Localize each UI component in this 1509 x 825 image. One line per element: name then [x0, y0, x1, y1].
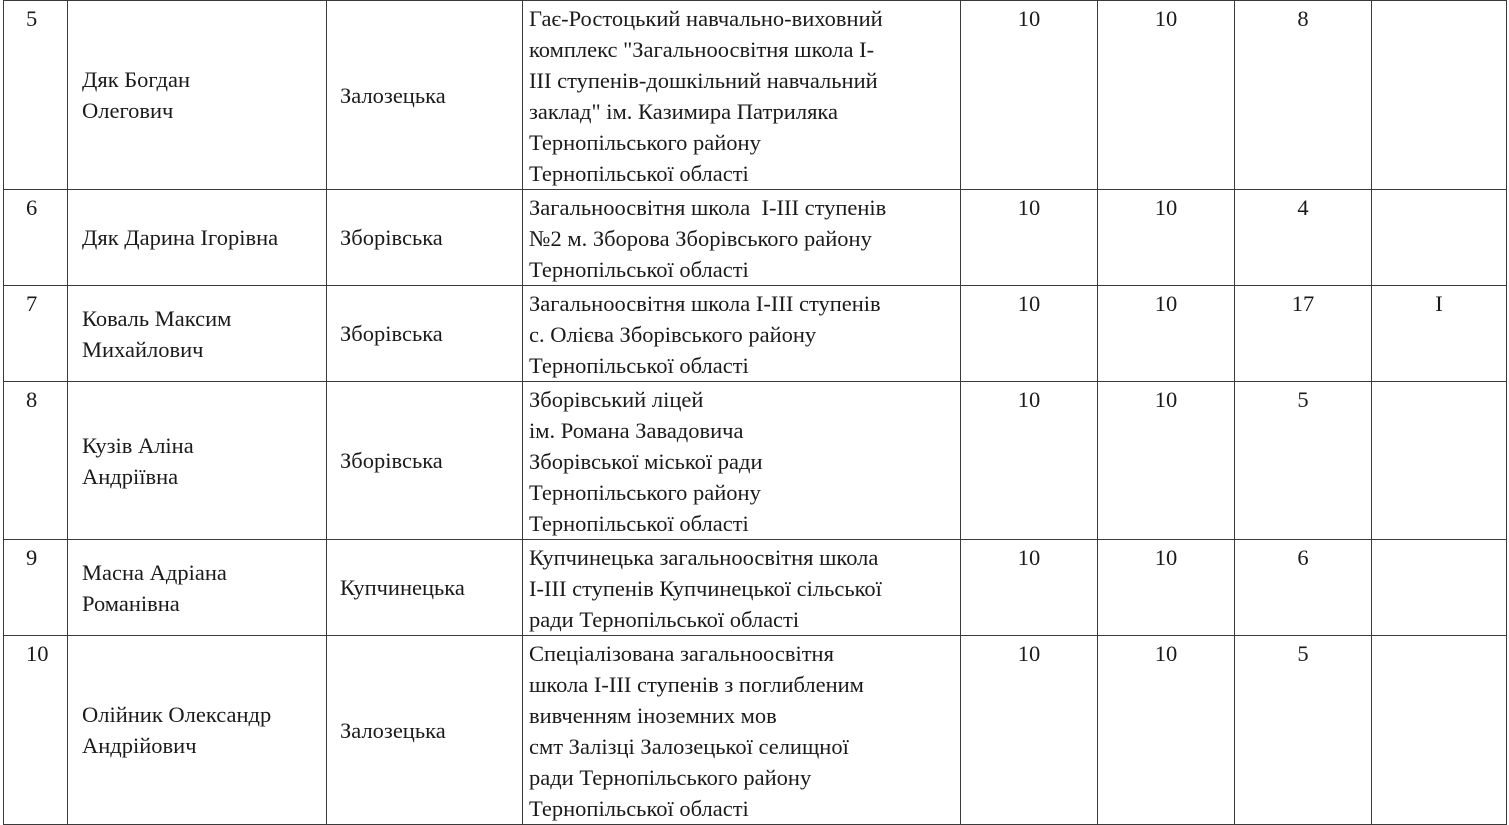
place-cell [1372, 1, 1507, 190]
score-1: 10 [961, 190, 1098, 286]
school-line: Гає-Ростоцький навчально-виховний [529, 6, 883, 31]
school-line: ім. Романа Завадовича [529, 418, 744, 443]
community-name: Зборівська [327, 190, 523, 286]
score-3: 17 [1235, 286, 1372, 382]
score-2: 10 [1098, 190, 1235, 286]
school-line: школа І-ІІІ ступенів з поглибленим [529, 672, 864, 697]
participant-name [68, 382, 327, 540]
name-line: Масна Адріана [82, 559, 227, 585]
school-line: Тернопільської області [529, 353, 749, 378]
participant-name [68, 1, 327, 190]
place-cell [1372, 636, 1507, 825]
name-line: Кузів Аліна [82, 432, 194, 458]
name-line: Дяк Дарина Ігорівна [82, 225, 279, 250]
name-line: Андріївна [82, 463, 179, 489]
community-name: Купчинецька [327, 540, 523, 636]
score-3: 8 [1235, 1, 1372, 190]
community-name: Залозецька [327, 1, 523, 190]
community-name: Зборівська [327, 382, 523, 540]
participant-name [68, 540, 327, 636]
score-1: 10 [961, 1, 1098, 190]
school-line: ради Тернопільського району [529, 765, 812, 790]
school-line: Спеціалізована загальноосвітня [529, 641, 834, 666]
name-line: Андрійович [82, 733, 197, 758]
school-line: Загальноосвітня школа І-ІІІ ступенів [529, 291, 881, 316]
community-name: Зборівська [327, 286, 523, 382]
table-row [4, 382, 1507, 540]
school-line: заклад" ім. Казимира Патриляка [529, 99, 838, 124]
school-line: с. Олієва Зборівського району [529, 322, 817, 347]
score-1: 10 [961, 382, 1098, 540]
place-cell [1372, 190, 1507, 286]
participant-name [68, 286, 327, 382]
school-name [523, 190, 961, 286]
table-row [4, 190, 1507, 286]
school-line: Тернопільського району [529, 130, 761, 155]
row-number: 10 [4, 636, 68, 825]
row-number: 9 [4, 540, 68, 636]
school-name [523, 1, 961, 190]
score-1: 10 [961, 636, 1098, 825]
school-line: ради Тернопільської області [529, 607, 800, 632]
row-number: 6 [4, 190, 68, 286]
school-line: №2 м. Зборова Зборівського району [529, 226, 872, 251]
place-cell: I [1372, 286, 1507, 382]
table-row [4, 540, 1507, 636]
school-line: Тернопільської області [529, 796, 749, 821]
school-line: Зборівський ліцей [529, 387, 704, 412]
row-number: 5 [4, 1, 68, 190]
row-number: 7 [4, 286, 68, 382]
score-1: 10 [961, 286, 1098, 382]
score-3: 6 [1235, 540, 1372, 636]
name-line: Романівна [82, 590, 180, 616]
score-2: 10 [1098, 1, 1235, 190]
results-table [3, 0, 1507, 825]
score-2: 10 [1098, 636, 1235, 825]
score-2: 10 [1098, 382, 1235, 540]
school-line: Зборівської міської ради [529, 449, 763, 474]
school-line: Загальноосвітня школа І-ІІІ ступенів [529, 195, 887, 220]
school-line: Тернопільської області [529, 161, 749, 186]
participant-name [68, 190, 327, 286]
school-name [523, 636, 961, 825]
name-line: Олегович [82, 98, 174, 123]
school-line: Тернопільської області [529, 257, 749, 282]
score-3: 4 [1235, 190, 1372, 286]
place-cell [1372, 382, 1507, 540]
school-name [523, 540, 961, 636]
name-line: Олійник Олександр [82, 702, 272, 727]
row-number: 8 [4, 382, 68, 540]
score-3: 5 [1235, 382, 1372, 540]
school-line: І-ІІІ ступенів Купчинецької сільської [529, 576, 882, 601]
school-line: смт Залізці Залозецької селищної [529, 734, 849, 759]
table-row [4, 1, 1507, 190]
school-line: комплекс "Загальноосвітня школа І- [529, 37, 875, 62]
score-2: 10 [1098, 540, 1235, 636]
school-line: Тернопільського району [529, 480, 761, 505]
score-2: 10 [1098, 286, 1235, 382]
school-line: вивченням іноземних мов [529, 703, 777, 728]
school-line: Тернопільської області [529, 511, 749, 536]
name-line: Коваль Максим [82, 305, 232, 331]
school-name [523, 382, 961, 540]
name-line: Михайлович [82, 336, 204, 362]
participant-name [68, 636, 327, 825]
table-row [4, 636, 1507, 825]
table-row [4, 286, 1507, 382]
name-line: Дяк Богдан [82, 67, 191, 92]
score-1: 10 [961, 540, 1098, 636]
school-name [523, 286, 961, 382]
school-line: Купчинецька загальноосвітня школа [529, 545, 879, 570]
community-name: Залозецька [327, 636, 523, 825]
score-3: 5 [1235, 636, 1372, 825]
place-cell [1372, 540, 1507, 636]
school-line: ІІІ ступенів-дошкільний навчальний [529, 68, 878, 93]
